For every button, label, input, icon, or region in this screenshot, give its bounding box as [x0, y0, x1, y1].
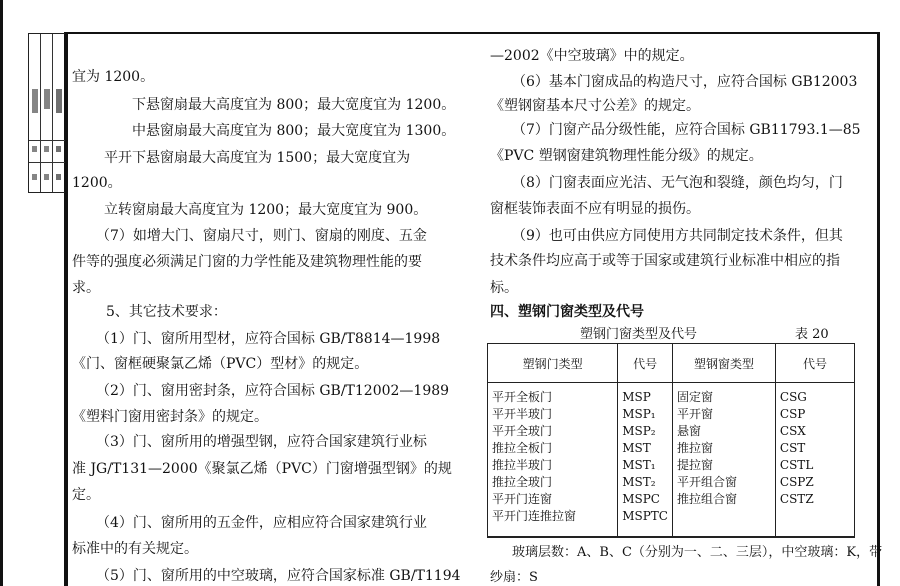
window-code-cell: CSPZ	[775, 474, 854, 491]
door-type-cell: 推拉半玻门	[488, 457, 618, 474]
window-code-cell: CSTL	[775, 457, 854, 474]
header-window-code: 代号	[775, 344, 854, 383]
table-row	[488, 406, 855, 423]
text-line: 平开下悬窗扇最大高度宜为 1500；最大宽度宜为	[104, 150, 411, 166]
table-row	[488, 474, 855, 491]
table-row	[488, 508, 855, 537]
door-type-cell: 平开门连窗	[488, 491, 618, 508]
frame-right-border	[877, 32, 880, 586]
table-caption: 塑钢门窗类型及代号	[580, 327, 698, 342]
table-row	[488, 457, 855, 474]
text-line: （1）门、窗所用型材，应符合国标 GB/T8814—1998	[96, 331, 441, 347]
text-line: （3）门、窗所用的增强型钢，应符合国家建筑行业标	[96, 434, 427, 450]
text-line: 技术条件均应高于或等于国家或建筑行业标准中相应的指	[490, 253, 840, 269]
text-line: 件等的强度必须满足门窗的力学性能及建筑物理性能的要	[72, 254, 422, 270]
text-line: （2）门、窗用密封条，应符合国标 GB/T12002—1989	[96, 383, 450, 399]
table-row	[488, 423, 855, 440]
window-code-cell: CSTZ	[775, 491, 854, 508]
door-type-cell: 推拉全板门	[488, 440, 618, 457]
table-footnote: 玻璃层数：A、B、C（分别为一、二、三层），中空玻璃：K，带	[512, 545, 883, 560]
text-line: （7）门窗产品分级性能，应符合国标 GB11793.1—85	[512, 122, 861, 138]
scan-edge	[0, 0, 3, 586]
header-door-code: 代号	[618, 344, 673, 383]
text-line: 标。	[490, 280, 518, 296]
door-type-cell: 平开半玻门	[488, 406, 618, 423]
window-type-cell: 悬窗	[673, 423, 776, 440]
text-line: 定。	[72, 487, 100, 503]
door-code-cell: MSPTC	[618, 508, 673, 537]
text-line: （7）如增大门、窗扇尺寸，则门、窗扇的刚度、五金	[96, 228, 427, 244]
text-line: （8）门窗表面应光洁、无气泡和裂缝，颜色均匀，门	[512, 175, 843, 191]
approval-stamp-block	[28, 33, 65, 193]
window-type-cell	[673, 508, 776, 537]
text-line: （5）门、窗所用的中空玻璃，应符合国家标准 GB/T1194	[96, 568, 461, 584]
text-line: 标准中的有关规定。	[72, 541, 198, 557]
text-line: 立转窗扇最大高度宜为 1200；最大宽度宜为 900。	[104, 202, 428, 218]
window-type-cell: 推拉组合窗	[673, 491, 776, 508]
section-heading: 四、塑钢门窗类型及代号	[490, 304, 644, 320]
table-footnote: 纱扇：S	[490, 570, 538, 585]
text-line: 1200。	[72, 175, 122, 191]
text-line: 5、其它技术要求：	[106, 304, 227, 320]
door-code-cell: MST₁	[618, 457, 673, 474]
door-type-cell: 平开门连推拉窗	[488, 508, 618, 537]
header-window-type: 塑钢窗类型	[673, 344, 776, 383]
window-type-cell: 平开窗	[673, 406, 776, 423]
text-line: 《PVC 塑钢窗建筑物理性能分级》的规定。	[490, 148, 763, 164]
table-row	[488, 383, 855, 407]
text-line: —2002《中空玻璃》中的规定。	[490, 48, 694, 64]
table-row	[488, 440, 855, 457]
text-line: 《塑料门窗用密封条》的规定。	[72, 409, 268, 425]
window-code-cell: CST	[775, 440, 854, 457]
window-code-cell	[775, 508, 854, 537]
door-code-cell: MST₂	[618, 474, 673, 491]
door-type-cell: 平开全板门	[488, 383, 618, 407]
table-number: 表 20	[795, 327, 829, 342]
window-type-cell: 平开组合窗	[673, 474, 776, 491]
door-window-type-table	[487, 343, 855, 538]
text-line: 《门、窗框硬聚氯乙烯（PVC）型材》的规定。	[72, 356, 369, 372]
door-type-cell: 推拉全玻门	[488, 474, 618, 491]
window-code-cell: CSP	[775, 406, 854, 423]
window-type-cell: 固定窗	[673, 383, 776, 407]
text-line: 窗框装饰表面不应有明显的损伤。	[490, 201, 700, 217]
door-code-cell: MSPC	[618, 491, 673, 508]
text-line: （4）门、窗所用的五金件，应相应符合国家建筑行业	[96, 515, 427, 531]
door-code-cell: MSP₁	[618, 406, 673, 423]
window-code-cell: CSX	[775, 423, 854, 440]
window-type-cell: 推拉窗	[673, 440, 776, 457]
text-line: 求。	[72, 280, 100, 296]
frame-top-border	[64, 32, 880, 34]
door-code-cell: MSP	[618, 383, 673, 407]
table-row	[488, 491, 855, 508]
window-type-cell: 提拉窗	[673, 457, 776, 474]
window-code-cell: CSG	[775, 383, 854, 407]
text-line: （6）基本门窗成品的构造尺寸，应符合国标 GB12003	[512, 74, 858, 90]
text-line: 中悬窗扇最大高度宜为 800；最大宽度宜为 1300。	[132, 123, 456, 139]
text-line: 下悬窗扇最大高度宜为 800；最大宽度宜为 1200。	[132, 97, 456, 113]
text-line: （9）也可由供应方同使用方共同制定技术条件，但其	[512, 228, 843, 244]
door-type-cell: 平开全玻门	[488, 423, 618, 440]
door-code-cell: MSP₂	[618, 423, 673, 440]
text-line: 宜为 1200。	[72, 69, 155, 85]
door-code-cell: MST	[618, 440, 673, 457]
header-door-type: 塑钢门类型	[488, 344, 618, 383]
text-line: 准 JG/T131—2000《聚氯乙烯（PVC）门窗增强型钢》的规	[72, 461, 452, 477]
text-line: 《塑钢窗基本尺寸公差》的规定。	[490, 98, 700, 114]
